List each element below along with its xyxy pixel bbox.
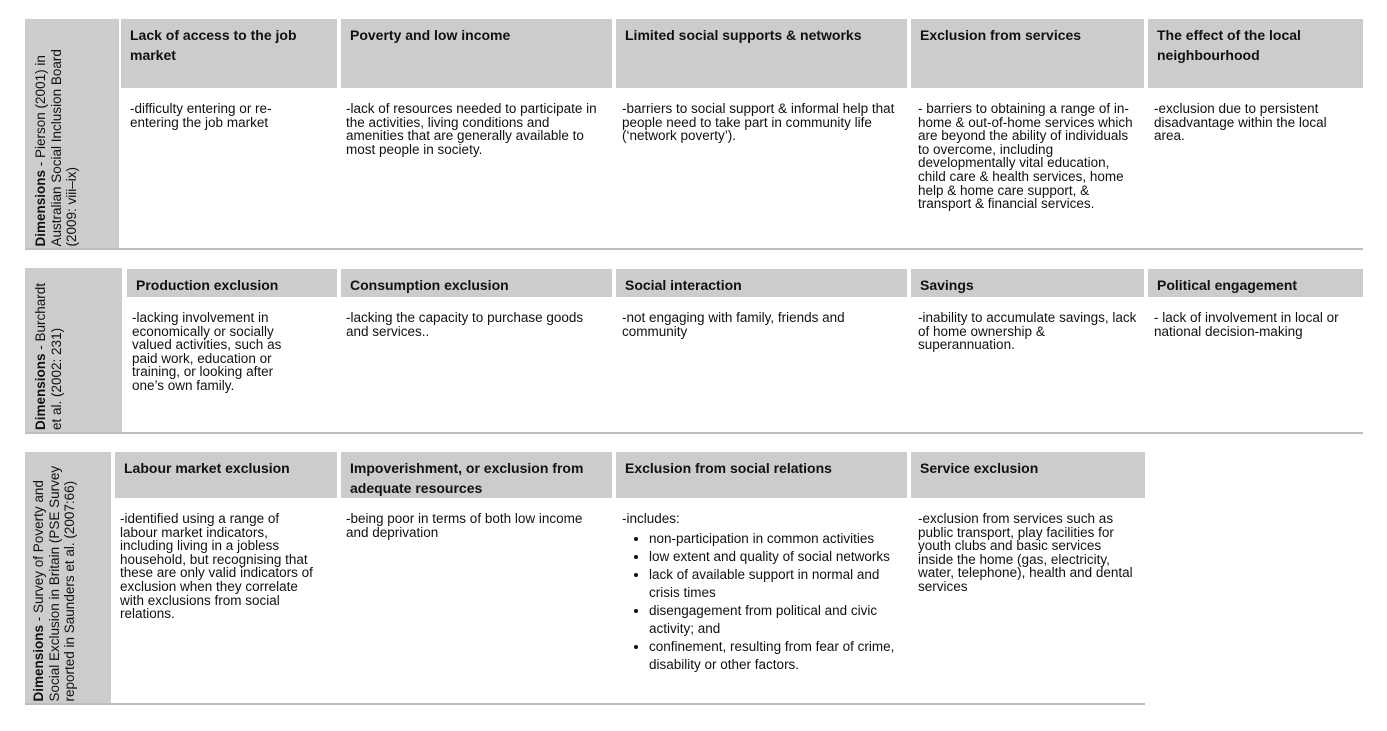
column-body: -being poor in terms of both low income and deprivation (346, 511, 583, 540)
column-body-with-list (614, 512, 910, 674)
side-label-text: - Burchardt et al. (2002: 231) (33, 282, 64, 430)
list-item: • confinement, resulting from fear of crime, disability or other factors. (649, 638, 902, 674)
side-label-burchardt (25, 268, 122, 432)
column-header: Exclusion from services (911, 19, 1144, 88)
bullet-list (622, 530, 902, 674)
column-header: The effect of the local neighbourhood (1148, 19, 1363, 88)
side-label-bold: Dimensions (31, 624, 46, 701)
column-header: Labour market exclusion (115, 452, 337, 498)
column-body: -exclusion from services such as public transport, play facilities for youth clubs and basic services inside the home (gas, electricity, water, telephone), health and dental services (918, 511, 1133, 594)
column-header: Limited social supports & networks (616, 19, 907, 88)
side-label-text: - Survey of Poverty and Social Exclusion in Britain (PSE Survey reported in Saunders et al. (2007:66) (31, 465, 77, 701)
column-header: Consumption exclusion (341, 269, 612, 297)
column-header: Social interaction (616, 269, 907, 297)
list-item: • low extent and quality of social networks (649, 548, 902, 566)
column-body: -inability to accumulate savings, lack of home ownership & superannuation. (918, 310, 1137, 353)
side-label-text: - Pierson (2001) in Australian Social Inclusion Board (2009: viii–ix) (33, 48, 79, 246)
side-label-bold: Dimensions (33, 353, 48, 430)
column-header: Poverty and low income (341, 19, 612, 88)
column-header: Production exclusion (127, 269, 337, 297)
column-body: -barriers to social support & informal help that people need to take part in community life (‘network poverty’). (622, 101, 895, 144)
list-item: • lack of available support in normal and crisis times (649, 566, 902, 602)
column-body: - lack of involvement in local or national decision-making (1154, 310, 1339, 339)
section-divider (25, 248, 1363, 250)
list-item: • disengagement from political and civic activity; and (649, 602, 902, 638)
column-header: Savings (911, 269, 1144, 297)
column-body: -lack of resources needed to participate in the activities, living conditions and amenities that are generally available to most people in society. (346, 101, 597, 157)
column-body: -not engaging with family, friends and community (622, 310, 845, 339)
column-header: Service exclusion (911, 452, 1145, 498)
list-item: • non-participation in common activities (649, 530, 902, 548)
column-body: -lacking the capacity to purchase goods and services.. (346, 310, 584, 339)
column-header: Impoverishment, or exclusion from adequate resources (341, 452, 612, 498)
column-body: -difficulty entering or re-entering the job market (130, 101, 272, 130)
column-body: -identified using a range of labour market indicators, including living in a jobless household, but recognising that these are only valid indicators of exclusion when they correlate with exclusions from social relations. (120, 511, 313, 622)
column-header: Lack of access to the job market (121, 19, 337, 88)
column-body: -lacking involvement in economically or socially valued activities, such as paid work, education or training, or looking after one’s own family. (132, 310, 282, 393)
column-header: Exclusion from social relations (616, 452, 907, 498)
column-body: -exclusion due to persistent disadvantage within the local area. (1154, 101, 1327, 144)
side-label-bold: Dimensions (33, 169, 48, 246)
column-header: Political engagement (1148, 269, 1363, 297)
column-body-intro: -includes: (622, 511, 680, 526)
section-divider (25, 432, 1363, 434)
side-label-pse (25, 452, 111, 703)
section-divider (25, 703, 1145, 705)
side-label-pierson (25, 19, 119, 248)
column-body: - barriers to obtaining a range of in-home & out-of-home services which are beyond the ability of individuals to overcome, including developmentally vital education, child care & health services, home help & home care support, & transport & financial services. (918, 101, 1133, 212)
